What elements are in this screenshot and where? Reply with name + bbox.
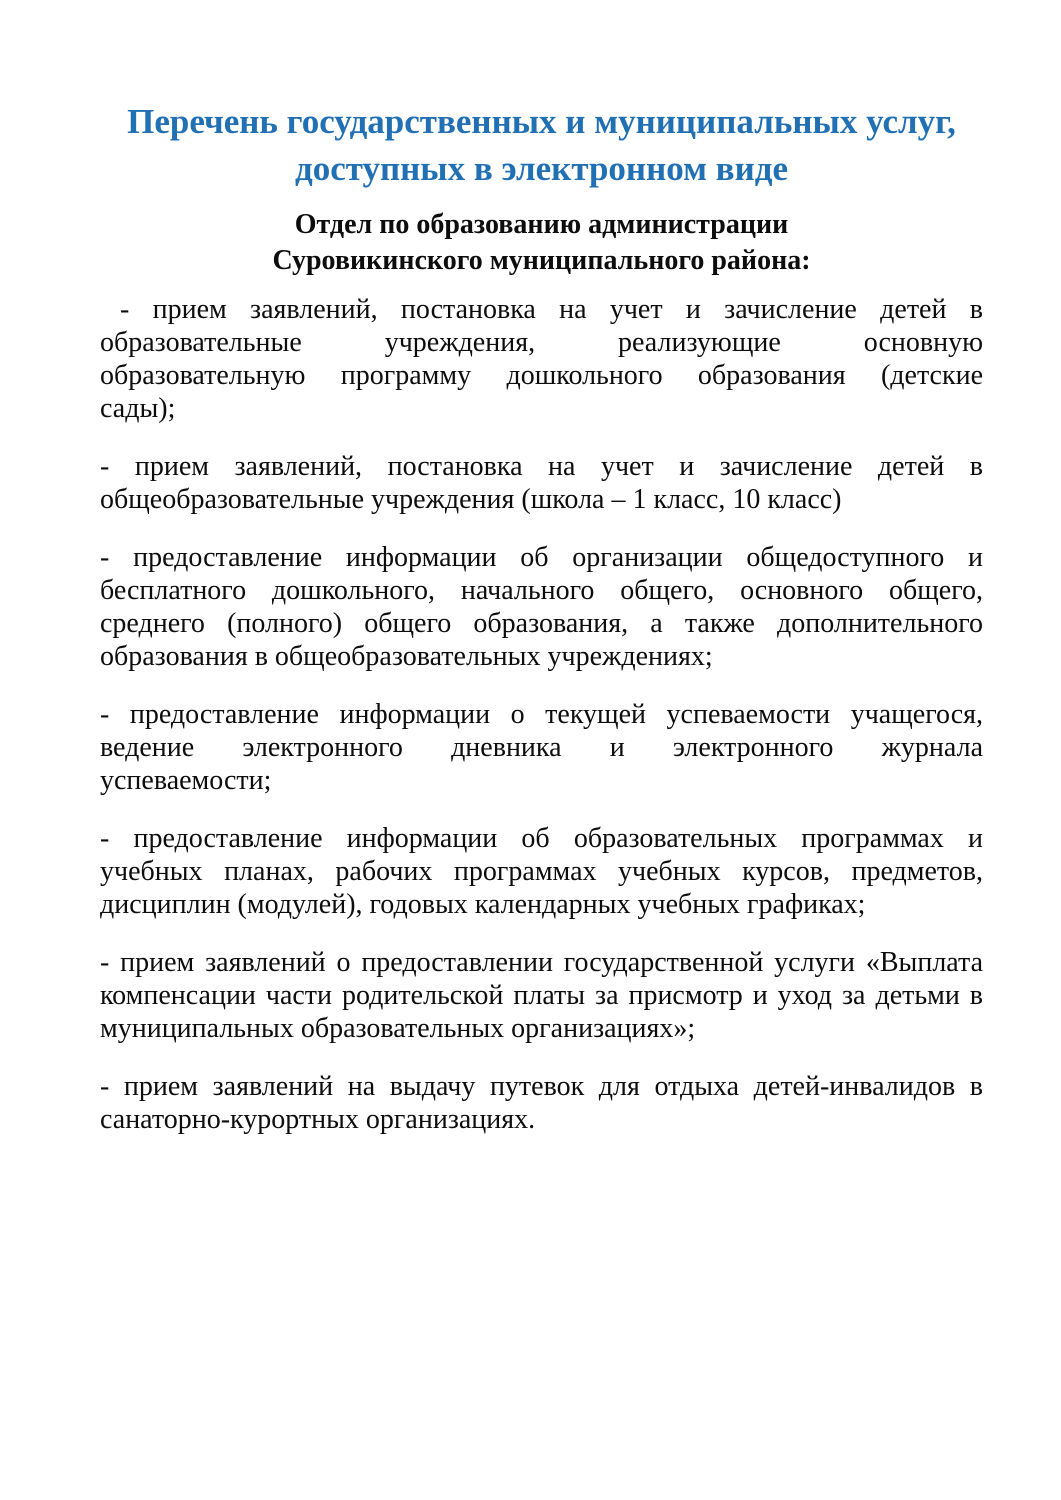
service-item-compensation [100,946,983,1045]
services-list [100,293,983,1136]
text-line: Отдел по образованию администрации [294,209,789,240]
text-line: учебных планах, рабочих программах учебных курсов, предметов, [100,856,983,887]
service-item-education-info [100,541,983,673]
text-line: образовательную программу дошкольного образования (детские [100,360,983,391]
text-line: дисциплин (модулей), годовых календарных учебных графиках; [100,889,866,920]
text-line: - прием заявлений о предоставлении государственной услуги «Выплата [100,947,983,978]
text-line: доступных в электронном виде [294,149,788,188]
text-line: ведение электронного дневника и электронного журнала [100,732,983,763]
text-line: - прием заявлений, постановка на учет и зачисление детей в [100,451,983,482]
text-line: - предоставление информации об образовательных программах и [100,823,983,854]
text-line: общеобразовательные учреждения (школа – 1 класс, 10 класс) [100,484,842,515]
text-line: бесплатного дошкольного, начального общего, основного общего, [100,575,983,606]
text-line: - прием заявлений на выдачу путевок для отдыха детей-инвалидов в [100,1071,983,1102]
text-line: Перечень государственных и муниципальных услуг, [127,102,956,141]
page-content [100,0,983,1161]
text-line: Суровикинского муниципального района: [272,245,811,276]
text-line: - предоставление информации о текущей успеваемости учащегося, [100,699,983,730]
text-line: образования в общеобразовательных учреждениях; [100,641,713,672]
service-item-vouchers [100,1070,983,1136]
text-line: компенсации части родительской платы за присмотр и уход за детьми в [100,980,983,1011]
text-line: успеваемости; [100,765,272,796]
section-heading [100,207,983,279]
service-item-kindergarten [100,293,983,425]
text-line: - предоставление информации об организации общедоступного и [100,542,983,573]
text-line: муниципальных образовательных организациях»; [100,1013,696,1044]
service-item-curriculum-info [100,822,983,921]
text-line: санаторно-курортных организациях. [100,1104,536,1135]
text-line: среднего (полного) общего образования, а также дополнительного [100,608,983,639]
text-line: образовательные учреждения, реализующие основную [100,327,983,358]
service-item-progress-info [100,698,983,797]
text-line: - прием заявлений, постановка на учет и зачисление детей в [120,294,983,325]
service-item-school-enrollment [100,450,983,516]
document-title [100,98,983,192]
text-line: сады); [100,393,176,424]
